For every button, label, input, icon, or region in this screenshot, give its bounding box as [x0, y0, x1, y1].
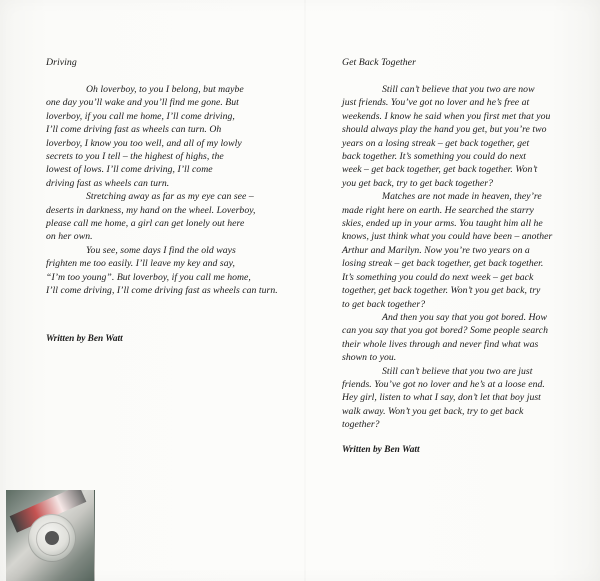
right-lyric-line: just friends. You’ve got no lover and he’s free at	[342, 97, 530, 109]
right-song-credit: Written by Ben Watt	[342, 444, 420, 455]
left-lyric-line: Stretching away as far as my eye can see –	[86, 191, 254, 203]
right-lyric-line: made right here on earth. He searched the starry	[342, 204, 534, 216]
left-lyric-line: driving fast as wheels can turn.	[46, 177, 170, 189]
right-lyric-line: should always play the hand you get, but you’re two	[342, 124, 547, 136]
left-lyric-line: I’ll come driving, I’ll come driving fast as wheels can turn.	[46, 285, 278, 297]
right-lyric-line: Arthur and Marilyn. Now you’re two years on a	[342, 244, 530, 256]
right-lyric-line: Matches are not made in heaven, they’re	[382, 191, 542, 203]
right-lyric-line: to get back together?	[342, 298, 426, 310]
left-lyric-line: “I’m too young”. But loverboy, if you call me home,	[46, 271, 251, 283]
right-lyric-line: skies, ended up in your arms. You taught him all he	[342, 218, 543, 230]
left-lyric-line: loverboy, I know you too well, and all of my lowly	[46, 137, 242, 149]
left-lyric-line: lowest of lows. I’ll come driving, I’ll come	[46, 164, 213, 176]
corner-photo	[6, 490, 95, 581]
left-lyrics-body	[46, 83, 308, 298]
right-lyric-line: Hey girl, listen to what I say, don’t let that boy just	[342, 392, 541, 404]
disc-icon	[28, 514, 76, 562]
right-lyric-line: together, get back together. Won’t you get back, try	[342, 285, 541, 297]
right-lyric-line: years on a losing streak – get back together, get	[342, 137, 530, 149]
right-lyrics-column	[342, 56, 582, 457]
right-lyric-line: Still can’t believe that you two are just	[382, 365, 533, 377]
left-lyric-line: frighten me too easily. I’ll leave my key and say,	[46, 258, 235, 270]
right-lyric-line: their whole lives through and never find what was	[342, 338, 539, 350]
left-lyric-line: on her own.	[46, 231, 93, 243]
right-lyric-line: shown to you.	[342, 352, 397, 364]
left-lyric-line: I’ll come driving fast as wheels can turn. Oh	[46, 124, 222, 136]
left-lyric-line: secrets to you I tell – the highest of highs, the	[46, 151, 224, 163]
right-lyric-line: Still can’t believe that you two are now	[382, 84, 535, 95]
right-lyric-line: can you say that you got bored? Some people search	[342, 325, 548, 337]
left-lyric-line: Oh loverboy, to you I belong, but maybe	[86, 84, 244, 95]
right-lyric-line: week – get back together, get back together. Won’t	[342, 164, 538, 176]
left-lyric-line: loverboy, if you call me home, I’ll come driving,	[46, 110, 235, 122]
left-lyric-line: one day you’ll wake and you’ll find me gone. But	[46, 97, 239, 109]
right-lyric-line: together?	[342, 419, 380, 431]
right-lyric-line: back together. It’s something you could do next	[342, 151, 527, 163]
left-lyric-line: You see, some days I find the old ways	[86, 244, 236, 256]
right-song-title: Get Back Together	[342, 57, 416, 68]
left-song-credit: Written by Ben Watt	[46, 334, 123, 344]
right-lyric-line: friends. You’ve got no lover and he’s at a loose end.	[342, 378, 545, 390]
right-lyric-line: And then you say that you got bored. How	[382, 311, 547, 323]
left-lyric-line: deserts in darkness, my hand on the wheel. Loverboy,	[46, 204, 256, 216]
right-lyric-line: weekends. I know he said when you first met that you	[342, 110, 551, 122]
left-lyric-line: please call me home, a girl can get lonely out here	[46, 218, 245, 230]
left-lyrics-column	[46, 56, 308, 298]
right-lyric-line: losing streak – get back together, get back together.	[342, 258, 544, 270]
left-song-title: Driving	[46, 57, 77, 68]
right-lyric-line: It’s something you could do next week – get back	[342, 271, 534, 283]
right-lyric-line: knows, just think what you could have been – another	[342, 231, 553, 243]
right-lyric-line: you get back, try to get back together?	[342, 177, 493, 189]
right-lyrics-body	[342, 83, 582, 432]
right-lyric-line: walk away. Won’t you get back, try to get back	[342, 405, 524, 417]
